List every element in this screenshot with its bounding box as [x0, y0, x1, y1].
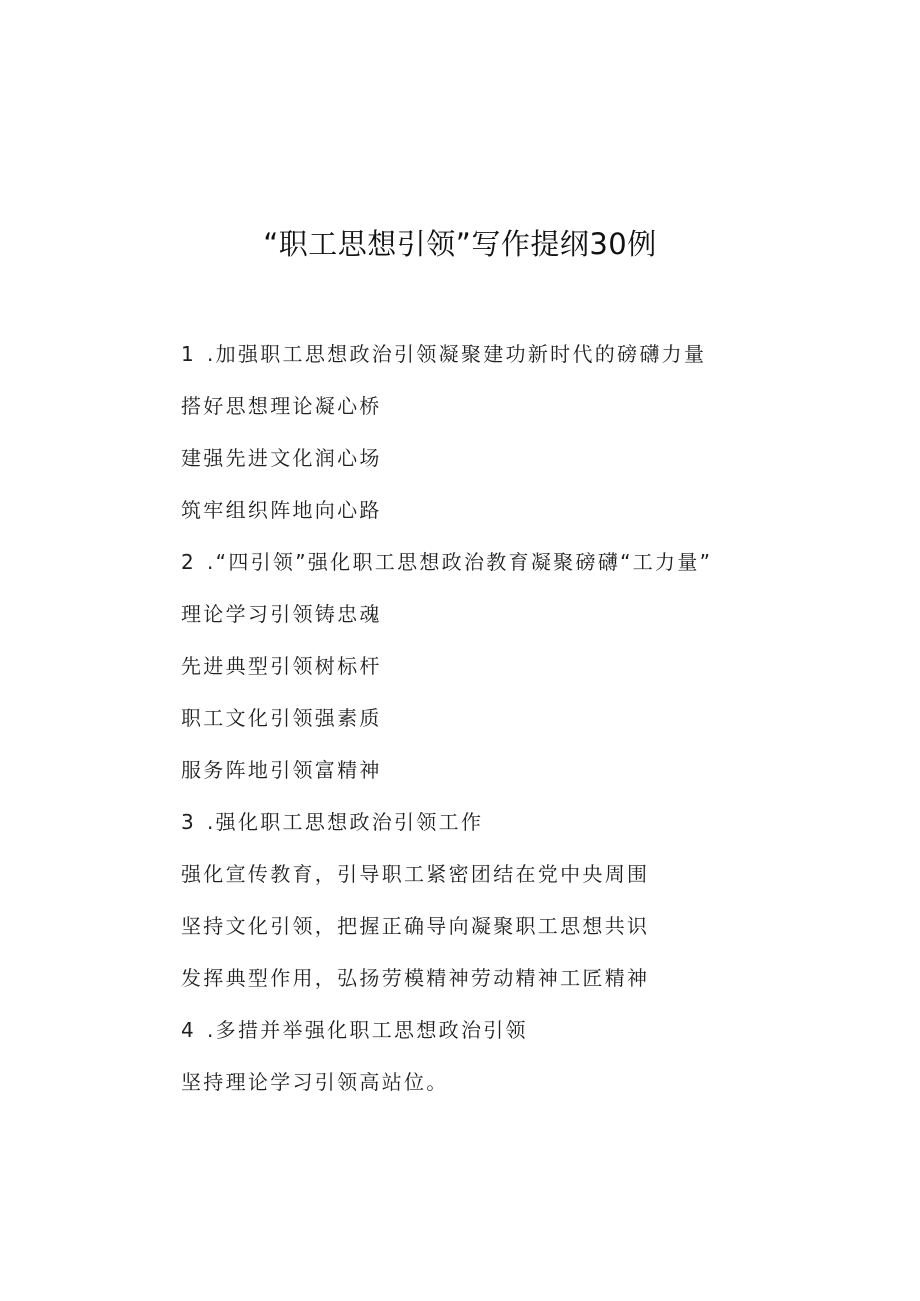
outline-point: 坚持文化引领，把握正确导向凝聚职工思想共识 [181, 914, 650, 938]
outline-body [181, 337, 781, 1117]
outline-point: 建强先进文化润心场 [181, 446, 382, 470]
outline-point: 服务阵地引领富精神 [181, 758, 382, 782]
section-title: .加强职工思想政治引领凝聚建功新时代的磅礴力量 [207, 342, 707, 366]
outline-point: 强化宣传教育，引导职工紧密团结在党中央周围 [181, 862, 650, 886]
section-number: 4 [181, 1018, 194, 1042]
section-number: 2 [181, 550, 194, 574]
section-heading [181, 337, 781, 389]
section-heading [181, 1013, 781, 1065]
section-number: 3 [181, 810, 194, 834]
outline-point: 搭好思想理论凝心桥 [181, 394, 382, 418]
outline-point: 发挥典型作用，弘扬劳模精神劳动精神工匠精神 [181, 966, 650, 990]
outline-point: 坚持理论学习引领高站位。 [181, 1070, 449, 1094]
section-title: .“四引领”强化职工思想政治教育凝聚磅礴“工力量” [207, 550, 713, 574]
section-title: .多措并举强化职工思想政治引领 [207, 1018, 528, 1042]
section-number: 1 [181, 342, 194, 366]
document-title: “职工思想引领”写作提纲30例 [263, 227, 657, 261]
outline-point: 筑牢组织阵地向心路 [181, 498, 382, 522]
outline-point: 先进典型引领树标杆 [181, 654, 382, 678]
outline-point: 职工文化引领强素质 [181, 706, 382, 730]
section-heading [181, 545, 781, 597]
outline-point: 理论学习引领铸忠魂 [181, 602, 382, 626]
section-title: .强化职工思想政治引领工作 [207, 810, 484, 834]
section-heading [181, 805, 781, 857]
